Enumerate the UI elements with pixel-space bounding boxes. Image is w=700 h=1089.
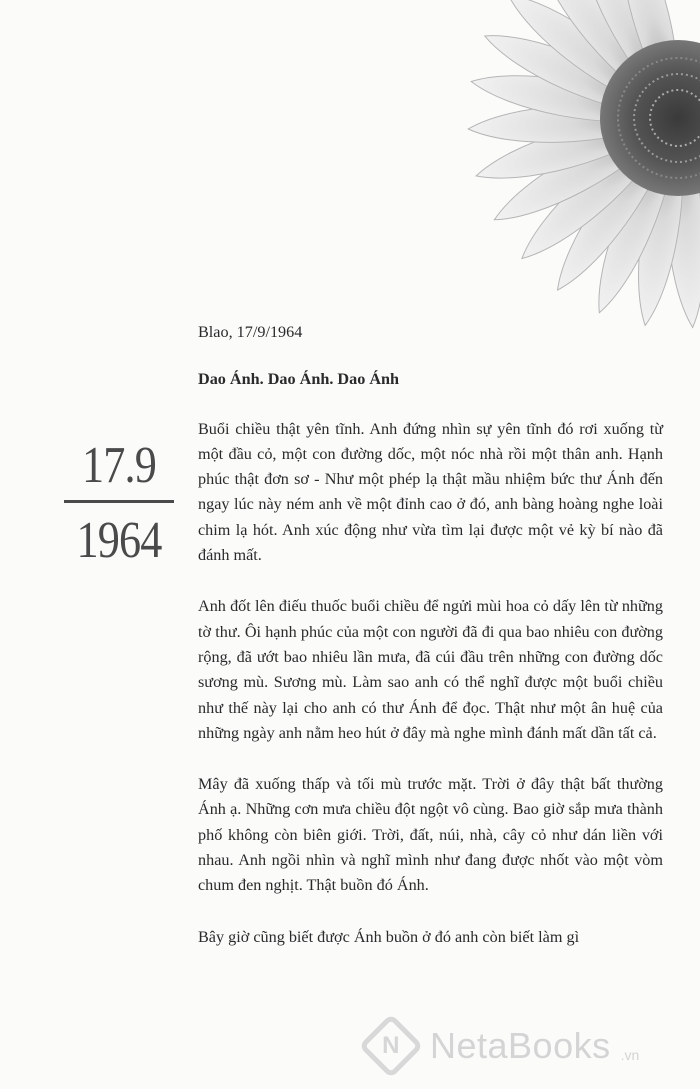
paragraph: Mây đã xuống thấp và tối mù trước mặt. Trời ở đây thật bất thường Ánh ạ. Những cơn mưa chiều đột ngột vô cùng. Bao giờ sắp mưa thành phố không còn biên giới. Trời, đất, núi, nhà, cây cỏ như dán liền với nhau. Anh ngồi nhìn và nghĩ mình như đang được nhốt vào một vòm chum đen nghịt. Thật buồn đó Ánh.	[198, 775, 663, 895]
paragraph: Bây giờ cũng biết được Ánh buồn ở đó anh còn biết làm gì	[198, 927, 580, 946]
date-mark	[60, 438, 178, 569]
date-mark-year: 1964	[76, 512, 162, 569]
watermark-brand: NetaBooks	[430, 1025, 611, 1066]
netabooks-logo-icon	[358, 1013, 423, 1078]
date-mark-divider	[64, 500, 174, 503]
date-mark-day: 17.9	[82, 437, 156, 494]
letter-body	[198, 320, 663, 976]
salutation: Dao Ánh. Dao Ánh. Dao Ánh	[198, 370, 400, 389]
paragraph: Buổi chiều thật yên tĩnh. Anh đứng nhìn sự yên tĩnh đó rơi xuống từ một đầu cỏ, một con đường dốc, một nóc nhà rồi một thân anh. Hạnh phúc thật đơn sơ - Như một phép lạ thật mầu nhiệm bức thư Ánh đến ngay lúc này ném anh về một đỉnh cao ở đó, anh bàng hoàng nghe loài chim lạ hót. Anh xúc động như vừa tìm lại được một vẻ kỳ bí nào đã đánh mất.	[198, 419, 663, 565]
paragraph: Anh đốt lên điếu thuốc buổi chiều để ngửi mùi hoa cỏ dấy lên từ những tờ thư. Ôi hạnh phúc của một con người đã đi qua bao nhiêu con đường rộng, đã ướt bao nhiêu lần mưa, đã cúi đầu trên những con đường dốc sương mù. Sương mù. Làm sao anh có thể nghĩ được một buổi chiều như thế này lại cho anh có thư Ánh để đọc. Thật như một ân huệ của những ngày anh nằm heo hút ở đây mà nghe mình đánh mất dần tất cả.	[198, 597, 663, 742]
logo-letter: N	[382, 1032, 400, 1059]
place-date: Blao, 17/9/1964	[198, 323, 303, 341]
watermark-suffix: .vn	[620, 1047, 640, 1063]
watermark	[368, 1016, 698, 1076]
